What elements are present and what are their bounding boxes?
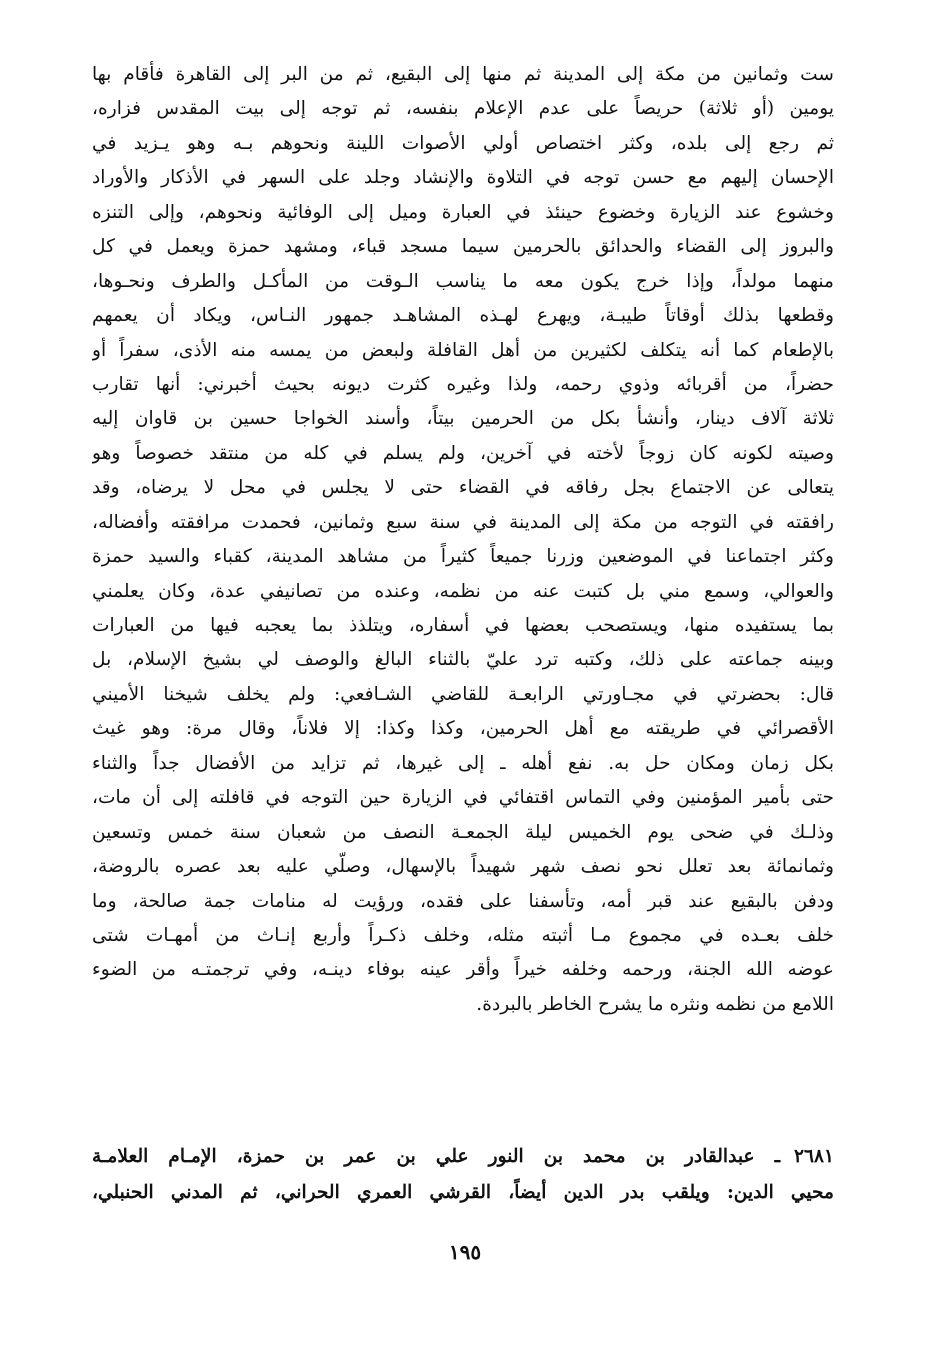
paragraph-line: وذلـك في ضحى يوم الخميس ليلة الجمعـة النصف من شعبان سنة خمس وتسعين (92, 821, 834, 843)
paragraph-line: ثلاثة آلاف دينار، وأنشأ بكل من الحرمين بيتاً، وأسند الخواجا حسين بن قاوان إليه (92, 408, 834, 430)
paragraph-line: بكل زمان ومكان حل به. نفع أهله ـ إلى غيرها، ثم تزايد من الأفضال جداً والثناء (92, 752, 834, 774)
paragraph-line: حضراً، من أقربائه وذوي رحمه، ولذا وغيره كثرت ديونه بحيث أخبرني: أنها تقارب (92, 373, 834, 395)
paragraph-line: الإحسان إليهم مع حسن توجه في التلاوة والإنشاد وجلد على السهر في الأذكار والأوراد (92, 167, 834, 189)
paragraph-line: وكثر اجتماعنا في الموضعين وزرنا جميعاً كثيراً من مشاهد المدينة، كقباء والسيد حمزة (92, 546, 834, 568)
paragraph-line: بالإطعام كما أنه يتكلف لكثيرين من أهل القافلة ولبعض من يمسه منه الأذى، سفراً أو (92, 339, 834, 361)
entry-heading-line (92, 1139, 834, 1175)
paragraph-line: وبينه جماعته على ذلك، وكتبه ترد عليّ بالثناء البالغ والوصف لي بشيخ الإسلام، بل (92, 649, 834, 671)
paragraph-line: ودفن بالبقيع عند قبر أمه، وتأسفنا على فقده، ورؤيت له منامات جمة صالحة، وما (92, 890, 834, 912)
paragraph-line: رافقته في التوجه من مكة إلى المدينة في سنة سبع وثمانين، فحمدت مرافقته وأفضاله، (92, 511, 834, 533)
paragraph-line: اللامع من نظمه ونثره ما يشرح الخاطر بالبردة. (476, 993, 834, 1015)
paragraph-line: يتعالى عن الاجتماع بجل رفاقه في القضاء حتى لا يجلس في محل لا يرضاه، وقد (92, 477, 834, 499)
entry-heading-line-2: محيي الدين: ويلقب بدر الدين أيضاً، القرشي العمري الحراني، ثم المدني الحنبلي، (92, 1182, 834, 1203)
paragraph-line: خلف بعـده في مجموع مـا أثبته مثله، وخلف ذكـراً وأربع إنـاث من أمهـات شتى (92, 924, 834, 946)
paragraph-line: منهما مولداً، وإذا خرج يكون معه ما يناسب الـوقت من المأكـل والطرف ونحـوها، (92, 270, 834, 292)
paragraph-line: وثمانمائة بعد تعلل نحو نصف شهر شهيداً بالإسهال، وصلّي عليه بعد عصره بالروضة، (92, 856, 834, 878)
paragraph-line: بما يستفيده منها، ويستصحب بعضها في أسفاره، ويتلذذ بما يعجبه فيها من العبارات (92, 615, 834, 636)
page-number: ١٩٥ (448, 1240, 482, 1264)
paragraph-line: ست وثمانين من مكة إلى المدينة ثم منها إلى البقيع، ثم من البر إلى القاهرة فأقام بها (92, 64, 834, 85)
biography-paragraph (92, 58, 834, 1022)
entry-number: ٢٦٨١ (794, 1146, 834, 1167)
paragraph-line: وقطعها بذلك أوقاتاً طيبـة، ويهرع لهـذه المشاهـد جمهور النـاس، ويكاد أن يعمهم (92, 305, 834, 327)
paragraph-line: والبروز إلى القضاء والحدائق بالحرمين سيما مسجد قباء، ومشهد حمزة ويعمل في كل (92, 236, 834, 258)
paragraph-line: والعوالي، وسمع مني بل كتبت عنه من نظمه، وعنده من تصانيفي عدة، وكان يعلمني (92, 580, 834, 602)
paragraph-line: ثم رجع إلى بلده، وكثر اختصاص أولي الأصوات اللينة ونحوهم بـه وهو يـزيد في (92, 132, 834, 154)
paragraph-line: وخشوع عند الزيارة وخضوع حينئذ في العبارة وميل إلى الوفائية ونحوهم، وإلى التنزه (92, 201, 834, 223)
paragraph-line: الأقصرائي في طريقته مع أهل الحرمين، وكذا وكذا: إلا فلاناً، وقال مرة: وهو غيث (92, 718, 834, 740)
biography-entry (92, 1139, 834, 1211)
paragraph-line: حتى بأمير المؤمنين وفي التماس اقتفائي في الزيارة حين التوجه في قافلته إلى أن مات، (92, 787, 834, 809)
paragraph-line: يومين (أو ثلاثة) حريصاً على عدم الإعلام بنفسه، ثم توجه إلى بيت المقدس فزاره، (92, 98, 834, 120)
paragraph-line: قال: بحضرتي في مجـاورتي الرابعـة للقاضي الشـافعي: ولم يخلف شيخنا الأميني (92, 683, 834, 705)
paragraph-line: عوضه الله الجنة، ورحمه وخلفه خيراً وأقر عينه بوفاء دينـه، وفي ترجمتـه من الضوء (92, 959, 834, 981)
entry-heading-text: ـ عبدالقادر بن محمد بن النور علي بن عمر بن حمزة، الإمـام العلامـة (92, 1146, 781, 1167)
paragraph-line: وصيته لكونه كان زوجاً لأخته في آخرين، ولم يسلم في كله من منتقد خصوصاً وهو (92, 442, 834, 464)
